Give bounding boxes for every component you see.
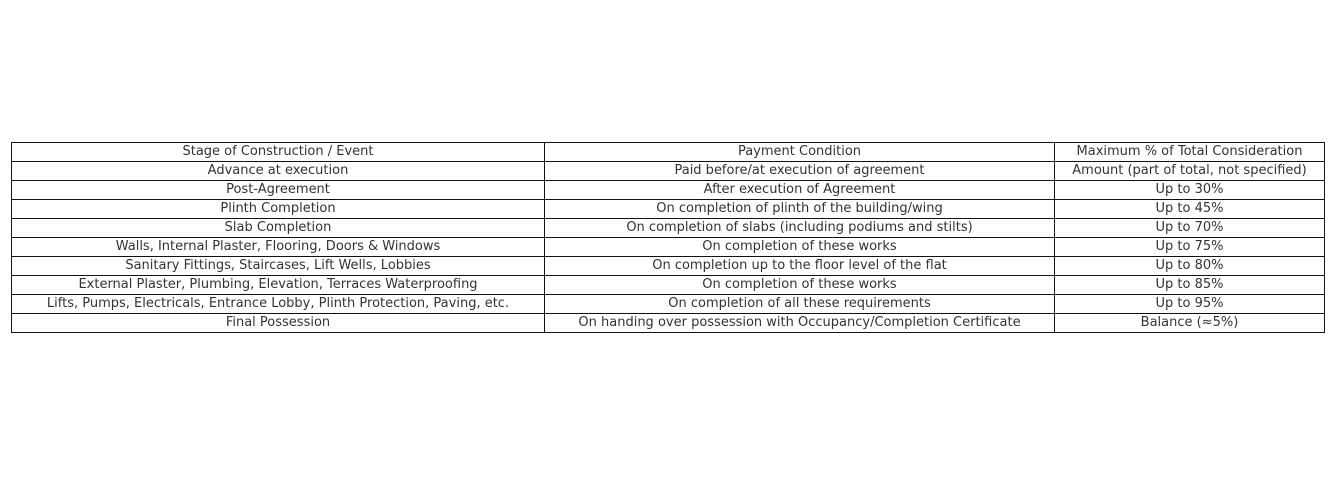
table-row	[12, 238, 1325, 257]
percent-cell: Up to 75%	[1055, 238, 1325, 257]
stage-cell: Plinth Completion	[12, 200, 545, 219]
stage-cell: Advance at execution	[12, 162, 545, 181]
condition-cell: After execution of Agreement	[545, 181, 1055, 200]
table-row	[12, 276, 1325, 295]
table-row	[12, 200, 1325, 219]
condition-cell: On completion of slabs (including podiums and stilts)	[545, 219, 1055, 238]
condition-cell: On completion of these works	[545, 238, 1055, 257]
condition-cell: On handing over possession with Occupancy/Completion Certificate	[545, 314, 1055, 333]
condition-cell: On completion of these works	[545, 276, 1055, 295]
stage-cell: Post-Agreement	[12, 181, 545, 200]
condition-cell: On completion of plinth of the building/wing	[545, 200, 1055, 219]
percent-cell: Up to 85%	[1055, 276, 1325, 295]
percent-cell: Up to 30%	[1055, 181, 1325, 200]
condition-cell: Paid before/at execution of agreement	[545, 162, 1055, 181]
stage-cell: Sanitary Fittings, Staircases, Lift Wells, Lobbies	[12, 257, 545, 276]
table-row	[12, 257, 1325, 276]
table-row	[12, 314, 1325, 333]
stage-cell: Slab Completion	[12, 219, 545, 238]
table-body	[12, 162, 1325, 333]
percent-cell: Up to 80%	[1055, 257, 1325, 276]
table-header	[12, 143, 1325, 162]
payment-schedule-table	[11, 142, 1325, 333]
percent-cell: Up to 70%	[1055, 219, 1325, 238]
condition-cell: On completion up to the floor level of the flat	[545, 257, 1055, 276]
table-row	[12, 162, 1325, 181]
header-payment-condition: Payment Condition	[545, 143, 1055, 162]
header-max-percent: Maximum % of Total Consideration	[1055, 143, 1325, 162]
percent-cell: Balance (≈5%)	[1055, 314, 1325, 333]
condition-cell: On completion of all these requirements	[545, 295, 1055, 314]
percent-cell: Up to 95%	[1055, 295, 1325, 314]
table-row	[12, 181, 1325, 200]
stage-cell: Walls, Internal Plaster, Flooring, Doors & Windows	[12, 238, 545, 257]
table-row	[12, 219, 1325, 238]
percent-cell: Up to 45%	[1055, 200, 1325, 219]
header-stage: Stage of Construction / Event	[12, 143, 545, 162]
stage-cell: Final Possession	[12, 314, 545, 333]
stage-cell: External Plaster, Plumbing, Elevation, Terraces Waterproofing	[12, 276, 545, 295]
stage-cell: Lifts, Pumps, Electricals, Entrance Lobby, Plinth Protection, Paving, etc.	[12, 295, 545, 314]
percent-cell: Amount (part of total, not specified)	[1055, 162, 1325, 181]
header-row	[12, 143, 1325, 162]
table-row	[12, 295, 1325, 314]
